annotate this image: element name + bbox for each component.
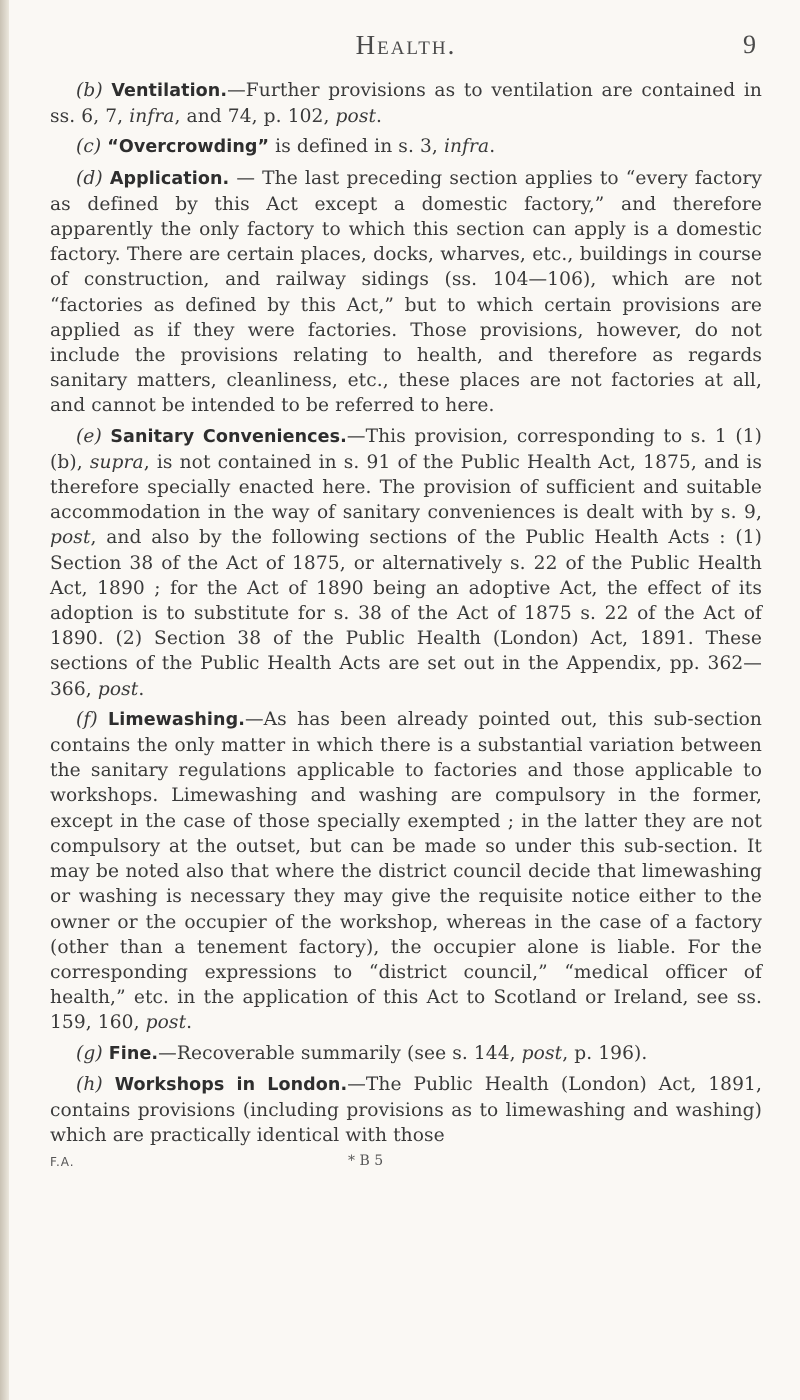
paragraph-text: , and 74, p. 102, bbox=[174, 106, 336, 128]
italic-reference: post bbox=[521, 1042, 563, 1064]
paragraph-heading: Workshops in London. bbox=[114, 1074, 348, 1095]
paragraph bbox=[50, 134, 762, 160]
signature-left: F.A. bbox=[50, 1155, 75, 1170]
paragraph-text: —This provision, corresponding to s. 1 (1) (b), bbox=[50, 425, 762, 473]
paragraph-text: is defined in s. 3, bbox=[269, 136, 444, 158]
paragraph-text: —As has been already pointed out, this sub-section contains the only matter in which there is a substantial variation between the sanitary regulations applicable to factories and those applicable to workshops. Limewashing and washing are compulsory in the former, except in the case of those specially exempted ; in the latter they are not compulsory at the outset, but can be made so under this sub-section. It may be noted also that where the district council decide that limewashing or washing is necessary they may give the requisite notice either to the owner or the occupier of the workshop, whereas in the case of a factory (other than a tenement factory), the occupier alone is liable. For the corresponding expressions to “district council,” “medical officer of health,” etc. in the application of this Act to Scotland or Ireland, see ss. 159, 160, bbox=[50, 708, 762, 1034]
italic-reference: supra bbox=[89, 451, 144, 473]
paragraph-label: (c) bbox=[76, 136, 102, 158]
page-number: 9 bbox=[743, 30, 756, 59]
italic-reference: post bbox=[335, 106, 377, 128]
book-page bbox=[50, 28, 762, 1177]
book-spine-edge bbox=[0, 0, 9, 1400]
paragraph-text: — The last preceding section applies to “every factory as defined by this Act except a domestic factory,” and therefore apparently the only factory to which this section can apply is a domestic factory. There are certain places, docks, wharves, etc., buildings in course of construction, and railway sidings (ss. 104—106), which are not “factories as defined by this Act,” but to which certain provisions are applied as if they were factories. Those provisions, however, do not include the provisions relating to health, and therefore as regards sanitary matters, cleanliness, etc., these places are not factories at all, and cannot be intended to be referred to here. bbox=[50, 167, 763, 417]
page-footer bbox=[50, 1153, 762, 1177]
paragraph-text: , p. 196). bbox=[562, 1042, 648, 1064]
signature-mark: * B 5 bbox=[348, 1153, 384, 1170]
paragraph bbox=[50, 1041, 762, 1067]
paragraph-heading: Fine. bbox=[108, 1043, 159, 1064]
paragraph-text: —Recoverable summarily (see s. 144, bbox=[158, 1042, 522, 1064]
italic-reference: post bbox=[50, 527, 91, 549]
paragraph-label: (b) bbox=[76, 80, 103, 101]
paragraph-text: —Further provisions as to ventilation are contained in ss. 6, 7, bbox=[50, 80, 763, 128]
paragraph-label: (e) bbox=[76, 425, 102, 447]
paragraph bbox=[50, 1072, 762, 1149]
paragraph-heading: “Overcrowding” bbox=[107, 137, 270, 158]
paragraph bbox=[50, 166, 762, 419]
paragraph-label: (g) bbox=[76, 1042, 103, 1064]
paragraph-heading: Sanitary Conveniences. bbox=[110, 426, 347, 447]
body-text bbox=[50, 78, 762, 1148]
paragraph-label: (d) bbox=[76, 167, 103, 189]
italic-reference: post bbox=[145, 1012, 187, 1034]
paragraph bbox=[50, 78, 762, 129]
running-head bbox=[50, 28, 762, 78]
paragraph-text: —The Public Health (London) Act, 1891, contains provisions (including provisions as to limewashing and washing) which are practically identical with those bbox=[50, 1073, 762, 1147]
paragraph-text: . bbox=[138, 678, 145, 700]
paragraph-text: . bbox=[186, 1012, 193, 1034]
paragraph-heading: Ventilation. bbox=[111, 81, 228, 101]
paragraph-text: , and also by the following sections of the Public Health Acts : (1) Section 38 of the Act of 1875, or alternatively s. 22 of the Public Health Act, 1890 ; for the Act of 1890 being an adoptive Act, the effect of its adoption is to substitute for s. 38 of the Act of 1875 s. 22 of the Act of 1890. (2) Section 38 of the Public Health (London) Act, 1891. These sections of the Public Health Acts are set out in the Appendix, pp. 362—366, bbox=[50, 527, 762, 700]
paragraph-text: . bbox=[489, 136, 496, 158]
paragraph-text: , is not contained in s. 91 of the Public Health Act, 1875, and is therefore specially enacted here. The provision of sufficient and suitable accommodation in the way of sanitary conveniences is dealt with by s. 9, bbox=[50, 451, 762, 524]
italic-reference: infra bbox=[443, 136, 490, 158]
italic-reference: post bbox=[97, 678, 139, 700]
paragraph-text: . bbox=[376, 106, 383, 128]
running-title: Health. bbox=[355, 30, 457, 60]
paragraph bbox=[50, 707, 762, 1036]
paragraph bbox=[50, 424, 762, 702]
paragraph-label: (h) bbox=[76, 1073, 103, 1095]
italic-reference: infra bbox=[129, 106, 175, 128]
paragraph-heading: Limewashing. bbox=[108, 709, 245, 730]
paragraph-label: (f) bbox=[76, 708, 98, 730]
paragraph-heading: Application. bbox=[109, 168, 230, 189]
